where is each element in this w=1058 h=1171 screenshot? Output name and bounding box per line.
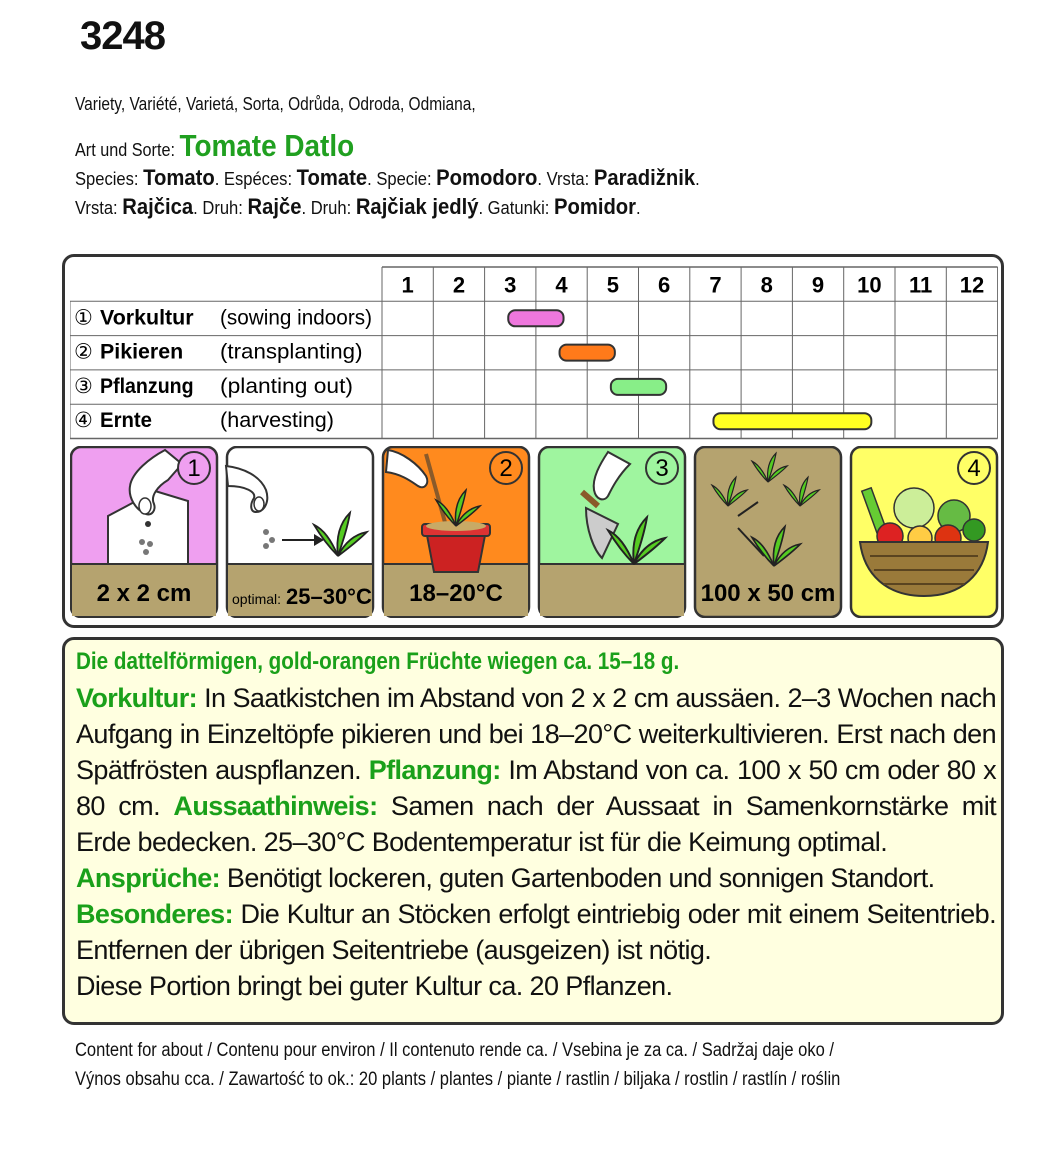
row-desc-4: (harvesting) <box>220 409 334 433</box>
label-besonderes: Besonderes: <box>76 899 233 929</box>
species-row1-label-3: Vrsta: <box>546 169 594 189</box>
row-number-2: ② <box>74 339 93 364</box>
month-1: 1 <box>401 272 414 298</box>
text-vorkultur: In Saatkistchen im Abstand von 2 x 2 cm aussäen. 2–3 Wochen nach Aufgang in Einzeltöpfe pikieren und bei 18–20°C weiterkultivieren. Erst nach den Spätfrösten auspflanzen. <box>76 683 996 785</box>
step-6-number: 4 <box>967 455 981 482</box>
period-bar-1 <box>508 310 563 326</box>
species-row1-name-2: Pomodoro <box>436 165 538 190</box>
species-row2-name-3: Pomidor <box>553 194 637 219</box>
step-3-label: 18–20°C <box>409 580 503 607</box>
species-row2-sep-1: . <box>301 198 311 218</box>
species-row2-name-1: Rajče <box>247 194 302 219</box>
species-row1-label-0: Species: <box>75 169 144 189</box>
text-aussaathinweis: Samen nach der Aussaat in Samenkornstärke mit Erde bedecken. 25–30°C Bodentemperatur ist für die Keimung optimal. <box>76 791 997 857</box>
label-aussaathinweis: Aussaathinweis: <box>173 791 378 821</box>
text-pflanzung: Im Abstand von ca. 100 x 50 cm oder 80 x 80 cm. <box>76 755 997 821</box>
species-row1-name-1: Tomate <box>296 165 368 190</box>
month-5: 5 <box>606 272 619 298</box>
species-row2-name-0: Rajčica <box>122 194 194 219</box>
month-11: 11 <box>909 272 933 298</box>
row-name-2: Pikieren <box>100 340 184 364</box>
step-4-number: 3 <box>655 455 669 482</box>
period-bar-4 <box>713 413 871 429</box>
month-4: 4 <box>555 272 568 298</box>
step-1-label: 2 x 2 cm <box>96 580 192 607</box>
species-row1-label-2: Specie: <box>376 169 437 189</box>
variety-name: Tomate Datlo <box>179 128 355 163</box>
description-headline: Die dattelförmigen, gold-orangen Früchte wiegen ca. 15–18 g. <box>76 648 680 675</box>
row-name-4: Ernte <box>100 409 152 433</box>
description-body <box>76 680 996 1004</box>
species-row2-label-0: Vrsta: <box>75 198 123 218</box>
footer-line-2: Výnos obsahu cca. / Zawartość to ok.: 20 plants / plantes / piante / rastlin / biljaka / rostlin / rastlín / roślin <box>75 1069 841 1090</box>
product-code: 3248 <box>80 14 165 58</box>
month-8: 8 <box>760 272 773 298</box>
month-7: 7 <box>709 272 722 298</box>
description-content <box>76 648 996 1004</box>
row-number-4: ④ <box>74 408 93 433</box>
art-und-sorte-line <box>75 128 385 164</box>
step-1-number: 1 <box>187 455 201 482</box>
month-3: 3 <box>504 272 517 298</box>
species-row2-sep-2: . <box>478 198 488 218</box>
variety-line-text: Variety, Variété, Varietá, Sorta, Odrůda, Odroda, Odmiana, <box>75 94 476 114</box>
text-besonderes: Die Kultur an Stöcken erfolgt eintriebig oder mit einem Seitentrieb. Entfernen der übrigen Seitentriebe (ausgeizen) ist nötig. <box>76 899 996 965</box>
row-desc-3: (planting out) <box>220 374 353 398</box>
species-row1-name-3: Paradižnik <box>593 165 696 190</box>
label-ansprueche: Ansprüche: <box>76 863 221 893</box>
step-5-spacing <box>695 447 841 617</box>
species-row2-label-1: Druh: <box>202 198 248 218</box>
variety-line <box>75 94 541 115</box>
species-row-1 <box>75 165 754 191</box>
period-bar-2 <box>560 345 615 361</box>
step-3-number: 2 <box>499 455 513 482</box>
species-row2-sep-0: . <box>193 198 203 218</box>
month-12: 12 <box>959 272 985 298</box>
step-2-label: 25–30°C <box>286 584 372 609</box>
step-1-sowing <box>71 447 217 617</box>
species-row1-sep-2: . <box>537 169 547 189</box>
row-name-3: Pflanzung <box>100 374 194 398</box>
species-row2-sep-3: . <box>636 198 641 218</box>
species-row2-name-2: Rajčiak jedlý <box>355 194 479 219</box>
month-9: 9 <box>811 272 825 298</box>
content-footer <box>75 1036 955 1094</box>
step-4-planting-out <box>539 447 685 617</box>
species-row2-label-3: Gatunki: <box>487 198 554 218</box>
species-row1-name-0: Tomato <box>143 165 215 190</box>
art-label: Art und Sorte: <box>75 140 175 160</box>
step-6-harvest <box>851 447 997 617</box>
species-row1-sep-3: . <box>695 169 700 189</box>
row-number-1: ① <box>74 305 93 330</box>
month-6: 6 <box>658 272 671 298</box>
row-desc-1: (sowing indoors) <box>220 306 372 330</box>
growing-steps-pictograms <box>70 446 1000 618</box>
species-row1-label-1: Espéces: <box>223 169 297 189</box>
text-portion: Diese Portion bringt bei guter Kultur ca. 20 Pflanzen. <box>76 971 673 1001</box>
label-pflanzung: Pflanzung: <box>368 755 501 785</box>
footer-line-1: Content for about / Contenu pour environ / Il contenuto rende ca. / Vsebina je za ca. / Sadržaj daje oko / <box>75 1040 835 1061</box>
species-row1-sep-0: . <box>214 169 224 189</box>
row-name-1: Vorkultur <box>100 306 194 330</box>
step-3-transplanting <box>383 447 529 617</box>
species-row-2 <box>75 194 690 220</box>
step-2-prefix: optimal: <box>232 591 282 607</box>
step-5-label: 100 x 50 cm <box>700 580 836 607</box>
row-number-3: ③ <box>74 373 93 398</box>
text-ansprueche: Benötigt lockeren, guten Gartenboden und sonnigen Standort. <box>220 863 935 893</box>
row-desc-2: (transplanting) <box>220 340 363 364</box>
month-10: 10 <box>857 272 882 298</box>
label-vorkultur: Vorkultur: <box>76 683 197 713</box>
species-row2-label-2: Druh: <box>310 198 356 218</box>
step-2-germination <box>226 447 373 617</box>
period-bar-3 <box>611 379 666 395</box>
species-row1-sep-1: . <box>367 169 377 189</box>
month-2: 2 <box>452 272 466 298</box>
sowing-calendar-grid <box>70 266 998 440</box>
